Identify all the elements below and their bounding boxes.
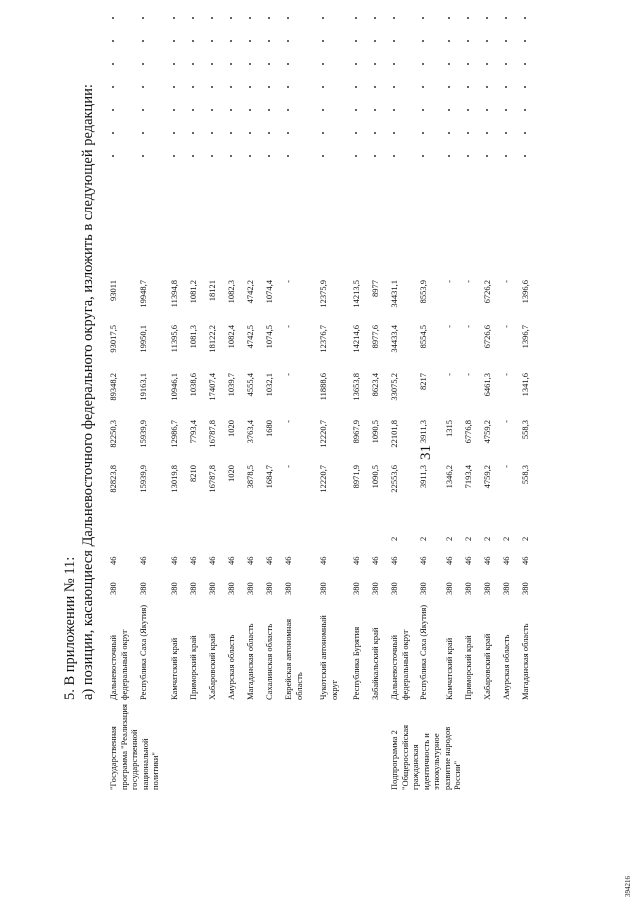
table-cell-v4: 1081,3 <box>188 325 198 349</box>
empty-cell-dot <box>355 40 357 42</box>
table-cell-v1: 22553,6 <box>389 465 399 493</box>
table-cell-v2: 22101,8 <box>389 420 399 448</box>
table-cell-v5: 1081,2 <box>188 280 198 304</box>
empty-cell-dot <box>486 86 488 88</box>
table-cell-region: Магаданская область <box>520 623 530 700</box>
empty-cell-dot <box>112 155 114 157</box>
empty-cell-dot <box>173 63 175 65</box>
table-cell-v5: 1396,6 <box>520 280 530 304</box>
table-cell-v5: - <box>463 280 473 283</box>
table-cell-v3: 19163,1 <box>138 373 148 401</box>
table-cell-v1: 8210 <box>188 465 198 482</box>
empty-cell-dot <box>268 86 270 88</box>
table-cell-v1: 15939,9 <box>138 465 148 493</box>
table-cell-v2: 16787,8 <box>207 420 217 448</box>
table-cell-v2: 3763,4 <box>245 420 255 444</box>
table-cell-v4: 6726,6 <box>482 325 492 349</box>
empty-cell-dot <box>393 155 395 157</box>
empty-cell-dot <box>374 63 376 65</box>
empty-cell-dot <box>448 40 450 42</box>
empty-cell-dot <box>524 17 526 19</box>
table-cell-v1: 3878,5 <box>245 465 255 489</box>
table-cell-code1: 380 <box>370 582 380 595</box>
table-cell-v5: 6726,2 <box>482 280 492 304</box>
table-cell-region: Хабаровский край <box>482 633 492 700</box>
empty-cell-dot <box>249 155 251 157</box>
table-cell-v4: 1074,5 <box>264 325 274 349</box>
empty-cell-dot <box>230 155 232 157</box>
empty-cell-dot <box>192 40 194 42</box>
table-cell-v1: 8971,9 <box>351 465 361 489</box>
empty-cell-dot <box>249 86 251 88</box>
table-cell-v1: 82823,8 <box>108 465 118 493</box>
empty-cell-dot <box>467 63 469 65</box>
empty-cell-dot <box>467 109 469 111</box>
table-cell-v4: - <box>283 325 293 328</box>
table-cell-v4: 34433,4 <box>389 325 399 353</box>
table-cell-code3: 2 <box>444 536 454 541</box>
empty-cell-dot <box>393 109 395 111</box>
empty-cell-dot <box>287 109 289 111</box>
table-cell-code1: 380 <box>482 582 492 595</box>
empty-cell-dot <box>142 132 144 134</box>
empty-cell-dot <box>505 40 507 42</box>
table-cell-code1: 380 <box>444 582 454 595</box>
table-cell-v4: 4742,5 <box>245 325 255 349</box>
table-cell-code2: 46 <box>351 556 361 565</box>
table-cell-code1: 380 <box>245 582 255 595</box>
empty-cell-dot <box>524 132 526 134</box>
table-cell-v3: 8623,4 <box>370 373 380 397</box>
empty-cell-dot <box>173 86 175 88</box>
empty-cell-dot <box>112 63 114 65</box>
table-cell-v1: 1020 <box>226 465 236 482</box>
table-cell-v4: 14214,6 <box>351 325 361 353</box>
table-cell-v4: 18122,2 <box>207 325 217 353</box>
empty-cell-dot <box>505 86 507 88</box>
table-cell-v3: 89348,2 <box>108 373 118 401</box>
empty-cell-dot <box>249 63 251 65</box>
table-cell-region: Республика Саха (Якутия) <box>138 604 148 700</box>
table-cell-code2: 46 <box>389 556 399 565</box>
empty-cell-dot <box>230 109 232 111</box>
table-cell-code2: 46 <box>501 556 511 565</box>
empty-cell-dot <box>287 132 289 134</box>
table-cell-region: Еврейская автономная область <box>283 618 304 700</box>
table-cell-v2: 12986,7 <box>169 420 179 448</box>
empty-cell-dot <box>467 132 469 134</box>
table-cell-v2: 3911,3 <box>418 420 428 444</box>
empty-cell-dot <box>112 40 114 42</box>
table-cell-v1: 1090,5 <box>370 465 380 489</box>
empty-cell-dot <box>211 155 213 157</box>
empty-cell-dot <box>142 17 144 19</box>
table-cell-code1: 380 <box>418 582 428 595</box>
empty-cell-dot <box>524 109 526 111</box>
document-code: 394216 <box>624 876 632 897</box>
empty-cell-dot <box>322 155 324 157</box>
table-cell-code1: 380 <box>264 582 274 595</box>
table-cell-code2: 46 <box>482 556 492 565</box>
empty-cell-dot <box>486 40 488 42</box>
table-cell-v5: 4742,2 <box>245 280 255 304</box>
empty-cell-dot <box>211 86 213 88</box>
empty-cell-dot <box>211 40 213 42</box>
empty-cell-dot <box>249 40 251 42</box>
empty-cell-dot <box>448 63 450 65</box>
table-cell-code1: 380 <box>463 582 473 595</box>
empty-cell-dot <box>393 132 395 134</box>
table-cell-v1: 3911,3 <box>418 465 428 489</box>
empty-cell-dot <box>249 132 251 134</box>
table-cell-code2: 46 <box>108 556 118 565</box>
table-cell-v5: 1082,3 <box>226 280 236 304</box>
table-cell-v5: 1074,4 <box>264 280 274 304</box>
empty-cell-dot <box>230 17 232 19</box>
empty-cell-dot <box>374 109 376 111</box>
empty-cell-dot <box>268 109 270 111</box>
table-cell-region: Амурская область <box>501 634 511 700</box>
empty-cell-dot <box>524 63 526 65</box>
empty-cell-dot <box>230 63 232 65</box>
empty-cell-dot <box>393 17 395 19</box>
empty-cell-dot <box>422 109 424 111</box>
table-cell-v5: - <box>501 280 511 283</box>
empty-cell-dot <box>467 86 469 88</box>
table-cell-v5: 8977 <box>370 280 380 297</box>
table-cell-code2: 46 <box>169 556 179 565</box>
table-cell-v2: 4759,2 <box>482 420 492 444</box>
table-cell-v2: 1090,5 <box>370 420 380 444</box>
empty-cell-dot <box>448 155 450 157</box>
table-cell-v4: 8977,6 <box>370 325 380 349</box>
table-cell-v3: 1032,1 <box>264 373 274 397</box>
table-cell-v2: 7793,4 <box>188 420 198 444</box>
empty-cell-dot <box>422 17 424 19</box>
empty-cell-dot <box>322 132 324 134</box>
table-cell-v5: 8553,9 <box>418 280 428 304</box>
table-cell-v3: 13653,8 <box>351 373 361 401</box>
table-cell-region: Камчатский край <box>169 637 179 700</box>
empty-cell-dot <box>322 63 324 65</box>
table-cell-v2: 82250,3 <box>108 420 118 448</box>
empty-cell-dot <box>374 40 376 42</box>
table-cell-region: Хабаровский край <box>207 633 217 700</box>
empty-cell-dot <box>393 63 395 65</box>
empty-cell-dot <box>268 132 270 134</box>
empty-cell-dot <box>524 40 526 42</box>
table-cell-v5: 12375,9 <box>318 280 328 308</box>
table-cell-v3: - <box>283 373 293 376</box>
table-cell-v3: 1038,6 <box>188 373 198 397</box>
table-cell-v5: - <box>283 280 293 283</box>
empty-cell-dot <box>322 86 324 88</box>
empty-cell-dot <box>112 109 114 111</box>
empty-cell-dot <box>268 17 270 19</box>
table-cell-v5: - <box>444 280 454 283</box>
table-cell-v3: - <box>444 373 454 376</box>
table-cell-v3: 4555,4 <box>245 373 255 397</box>
empty-cell-dot <box>268 40 270 42</box>
table-cell-v4: 12376,7 <box>318 325 328 353</box>
empty-cell-dot <box>268 155 270 157</box>
table-cell-region: Камчатский край <box>444 637 454 700</box>
table-cell-v5: 19948,7 <box>138 280 148 308</box>
empty-cell-dot <box>211 63 213 65</box>
empty-cell-dot <box>355 63 357 65</box>
table-cell-code1: 380 <box>207 582 217 595</box>
table-cell-code1: 380 <box>501 582 511 595</box>
empty-cell-dot <box>192 86 194 88</box>
table-cell-v4: 19950,1 <box>138 325 148 353</box>
empty-cell-dot <box>192 132 194 134</box>
table-cell-v2: 1020 <box>226 420 236 437</box>
table-cell-code1: 380 <box>520 582 530 595</box>
empty-cell-dot <box>287 40 289 42</box>
table-cell-code1: 380 <box>389 582 399 595</box>
empty-cell-dot <box>230 40 232 42</box>
empty-cell-dot <box>192 17 194 19</box>
table-cell-v2: - <box>501 420 511 423</box>
empty-cell-dot <box>524 155 526 157</box>
table-cell-code1: 380 <box>226 582 236 595</box>
empty-cell-dot <box>374 86 376 88</box>
table-cell-code3: 2 <box>501 536 511 541</box>
table-cell-code2: 46 <box>264 556 274 565</box>
table-cell-v2: 558,3 <box>520 420 530 440</box>
table-cell-region: Сахалинская область <box>264 623 274 700</box>
table-cell-v2: 15939,9 <box>138 420 148 448</box>
table-cell-v4: - <box>501 325 511 328</box>
table-cell-v5: 11394,8 <box>169 280 179 308</box>
empty-cell-dot <box>422 40 424 42</box>
empty-cell-dot <box>486 17 488 19</box>
empty-cell-dot <box>287 63 289 65</box>
empty-cell-dot <box>374 155 376 157</box>
table-cell-v5: 18121 <box>207 280 217 302</box>
empty-cell-dot <box>448 17 450 19</box>
empty-cell-dot <box>422 86 424 88</box>
table-cell-v4: 1396,7 <box>520 325 530 349</box>
page-number: 31 <box>418 445 434 460</box>
empty-cell-dot <box>112 86 114 88</box>
table-cell-region: Приморский край <box>188 635 198 700</box>
empty-cell-dot <box>249 109 251 111</box>
empty-cell-dot <box>230 132 232 134</box>
table-cell-v4: - <box>444 325 454 328</box>
empty-cell-dot <box>322 17 324 19</box>
empty-cell-dot <box>287 155 289 157</box>
table-cell-code1: 380 <box>318 582 328 595</box>
empty-cell-dot <box>505 63 507 65</box>
table-cell-code3: 2 <box>482 536 492 541</box>
table-cell-region: Дальневосточный федеральный округ <box>389 629 410 700</box>
table-cell-v2: - <box>283 420 293 423</box>
empty-cell-dot <box>287 17 289 19</box>
empty-cell-dot <box>249 17 251 19</box>
empty-cell-dot <box>448 132 450 134</box>
table-cell-v2: 1315 <box>444 420 454 437</box>
table-cell-region: Республика Бурятия <box>351 626 361 700</box>
table-cell-v3: - <box>463 373 473 376</box>
empty-cell-dot <box>505 132 507 134</box>
table-cell-code2: 46 <box>188 556 198 565</box>
empty-cell-dot <box>355 86 357 88</box>
table-cell-v1: 558,3 <box>520 465 530 485</box>
table-cell-v2: 8967,9 <box>351 420 361 444</box>
empty-cell-dot <box>192 63 194 65</box>
empty-cell-dot <box>322 40 324 42</box>
table-cell-code2: 46 <box>138 556 148 565</box>
table-cell-code1: 380 <box>169 582 179 595</box>
program-name-cell: "Государственная программа "Реализация государственной национальной политики" <box>108 704 160 790</box>
table-cell-v2: 12220,7 <box>318 420 328 448</box>
subprogram-name-cell: Подпрограмма 2 "Общероссийская гражданская идентичность и этнокультурное развитие народов России" <box>389 724 462 790</box>
table-cell-v1: 16787,8 <box>207 465 217 493</box>
table-cell-code1: 380 <box>138 582 148 595</box>
table-cell-code2: 46 <box>444 556 454 565</box>
table-cell-code1: 380 <box>188 582 198 595</box>
empty-cell-dot <box>505 109 507 111</box>
empty-cell-dot <box>211 132 213 134</box>
table-cell-region: Чукотский автономный округ <box>318 615 339 700</box>
table-cell-v3: 33075,2 <box>389 373 399 401</box>
table-cell-code2: 46 <box>370 556 380 565</box>
empty-cell-dot <box>486 132 488 134</box>
table-cell-region: Магаданская область <box>245 623 255 700</box>
table-cell-v2: 6776,8 <box>463 420 473 444</box>
empty-cell-dot <box>393 40 395 42</box>
empty-cell-dot <box>268 63 270 65</box>
table-cell-v3: 6461,3 <box>482 373 492 397</box>
empty-cell-dot <box>448 109 450 111</box>
table-cell-v4: 1082,4 <box>226 325 236 349</box>
empty-cell-dot <box>142 155 144 157</box>
table-cell-v1: - <box>283 465 293 468</box>
section-subheading: а) позиции, касающиеся Дальневосточного федерального округа, изложить в следующей редакции: <box>80 84 96 700</box>
table-cell-v1: 12220,7 <box>318 465 328 493</box>
empty-cell-dot <box>467 40 469 42</box>
empty-cell-dot <box>486 109 488 111</box>
empty-cell-dot <box>142 40 144 42</box>
empty-cell-dot <box>467 155 469 157</box>
table-cell-region: Республика Саха (Якутия) <box>418 604 428 700</box>
table-cell-v1: 13019,8 <box>169 465 179 493</box>
table-cell-code3: 2 <box>389 536 399 541</box>
empty-cell-dot <box>422 132 424 134</box>
table-cell-v3: 10946,1 <box>169 373 179 401</box>
table-cell-code2: 46 <box>463 556 473 565</box>
table-cell-region: Дальневосточный федеральный округ <box>108 629 129 700</box>
table-cell-code2: 46 <box>418 556 428 565</box>
empty-cell-dot <box>112 132 114 134</box>
empty-cell-dot <box>192 109 194 111</box>
empty-cell-dot <box>374 132 376 134</box>
table-cell-v1: - <box>501 465 511 468</box>
table-cell-code3: 2 <box>418 536 428 541</box>
empty-cell-dot <box>142 109 144 111</box>
empty-cell-dot <box>322 109 324 111</box>
empty-cell-dot <box>422 155 424 157</box>
table-cell-region: Приморский край <box>463 635 473 700</box>
table-cell-code2: 46 <box>283 556 293 565</box>
empty-cell-dot <box>112 17 114 19</box>
table-cell-v3: 1039,7 <box>226 373 236 397</box>
table-cell-v2: 1680 <box>264 420 274 437</box>
empty-cell-dot <box>192 155 194 157</box>
table-cell-region: Амурская область <box>226 634 236 700</box>
empty-cell-dot <box>142 86 144 88</box>
table-cell-code1: 380 <box>351 582 361 595</box>
empty-cell-dot <box>173 109 175 111</box>
empty-cell-dot <box>422 63 424 65</box>
table-cell-code2: 46 <box>245 556 255 565</box>
empty-cell-dot <box>173 155 175 157</box>
table-cell-region: Забайкальский край <box>370 627 380 700</box>
table-cell-v3: 1341,6 <box>520 373 530 397</box>
table-cell-v3: 11888,6 <box>318 373 328 401</box>
empty-cell-dot <box>486 63 488 65</box>
empty-cell-dot <box>393 86 395 88</box>
section-heading: 5. В приложении № 11: <box>62 556 78 700</box>
empty-cell-dot <box>355 155 357 157</box>
table-cell-v1: 7193,4 <box>463 465 473 489</box>
table-cell-code3: 2 <box>463 536 473 541</box>
table-cell-v3: - <box>501 373 511 376</box>
table-cell-v4: 11395,6 <box>169 325 179 353</box>
table-cell-code2: 46 <box>318 556 328 565</box>
empty-cell-dot <box>448 86 450 88</box>
table-cell-v5: 14213,5 <box>351 280 361 308</box>
table-cell-v4: 8554,5 <box>418 325 428 349</box>
empty-cell-dot <box>374 17 376 19</box>
table-cell-code2: 46 <box>520 556 530 565</box>
empty-cell-dot <box>142 63 144 65</box>
table-cell-code3: 2 <box>520 536 530 541</box>
empty-cell-dot <box>287 86 289 88</box>
table-cell-code2: 46 <box>226 556 236 565</box>
empty-cell-dot <box>505 155 507 157</box>
empty-cell-dot <box>211 109 213 111</box>
table-cell-v1: 1684,7 <box>264 465 274 489</box>
empty-cell-dot <box>211 17 213 19</box>
empty-cell-dot <box>173 132 175 134</box>
table-cell-v5: 34431,1 <box>389 280 399 308</box>
empty-cell-dot <box>355 17 357 19</box>
table-cell-code2: 46 <box>207 556 217 565</box>
empty-columns-dots <box>108 6 633 161</box>
empty-cell-dot <box>355 109 357 111</box>
table-cell-v4: - <box>463 325 473 328</box>
table-cell-code1: 380 <box>108 582 118 595</box>
table-cell-v3: 8217 <box>418 373 428 390</box>
empty-cell-dot <box>467 17 469 19</box>
empty-cell-dot <box>355 132 357 134</box>
empty-cell-dot <box>505 17 507 19</box>
empty-cell-dot <box>173 17 175 19</box>
table-cell-v4: 93017,5 <box>108 325 118 353</box>
empty-cell-dot <box>173 40 175 42</box>
empty-cell-dot <box>524 86 526 88</box>
table-cell-code1: 380 <box>283 582 293 595</box>
empty-cell-dot <box>486 155 488 157</box>
empty-cell-dot <box>230 86 232 88</box>
table-cell-v5: 93011 <box>108 280 118 301</box>
table-cell-v3: 17407,4 <box>207 373 217 401</box>
table-cell-v1: 4759,2 <box>482 465 492 489</box>
table-cell-v1: 1346,2 <box>444 465 454 489</box>
